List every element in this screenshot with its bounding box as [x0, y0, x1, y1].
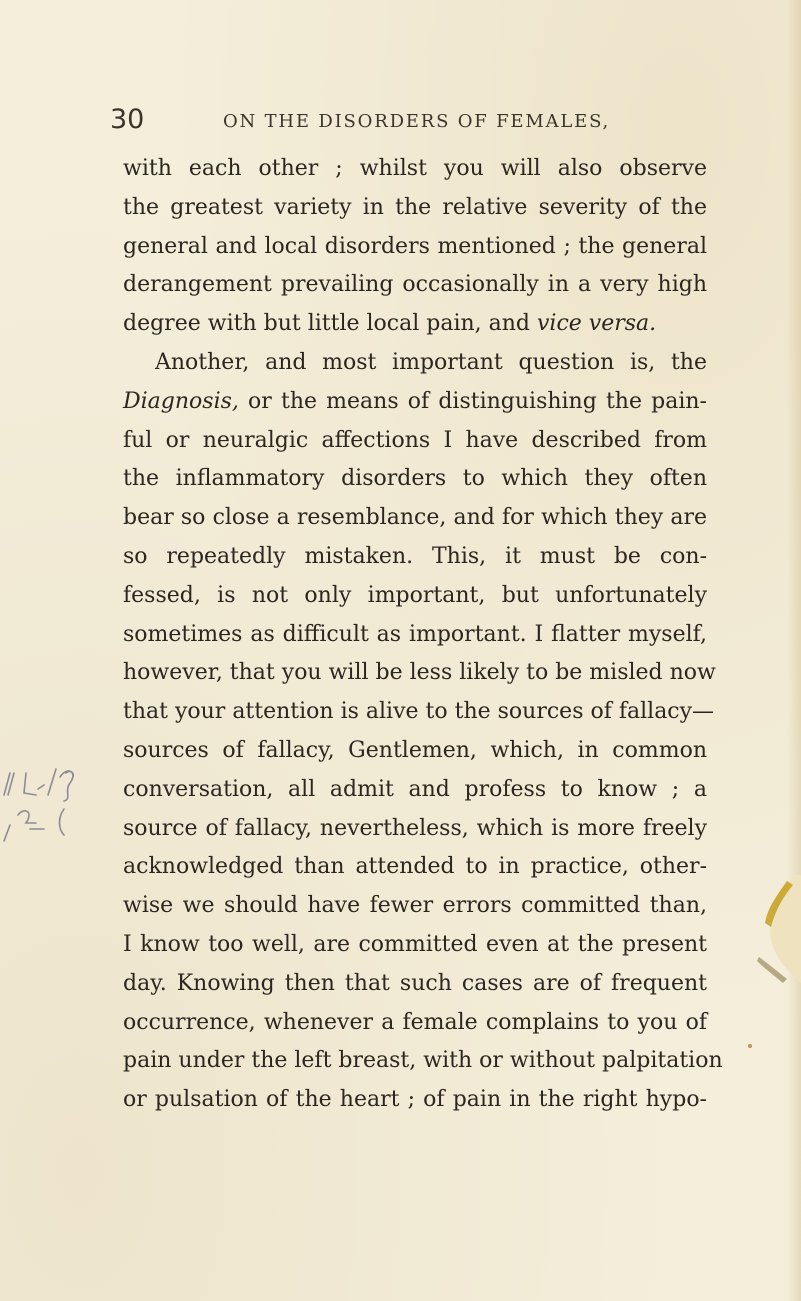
text-line [123, 616, 707, 655]
text-run: sources of fallacy, Gentlemen, which, in common [123, 737, 707, 763]
page-number: 30 [110, 104, 145, 135]
text-run: derangement prevailing occasionally in a very high [123, 272, 707, 298]
text-line [123, 577, 707, 616]
text-line [123, 189, 707, 228]
text-line [123, 654, 716, 693]
handwritten-mark-icon [0, 755, 110, 845]
text-run: with each other ; whilst you will also observe [123, 156, 707, 181]
text-line [123, 887, 707, 926]
text-run: the inflammatory disorders to which they often [123, 466, 707, 492]
text-run: however, that you will be less likely to be misled now [123, 660, 716, 686]
text-run: day. Knowing then that such cases are of frequent [123, 970, 707, 996]
text-line [123, 538, 707, 577]
text-line [123, 460, 707, 499]
text-line [123, 150, 707, 189]
yellow-tab-mark [755, 875, 801, 985]
text-line [123, 266, 707, 305]
text-run: the greatest variety in the relative severity of the [123, 194, 707, 220]
text-run: acknowledged than attended to in practice, other- [123, 854, 707, 880]
text-line [123, 344, 707, 383]
text-line [123, 1004, 707, 1043]
text-run: ful or neuralgic affections I have described from [123, 427, 707, 453]
text-run: pain under the left breast, with or without palpitation [123, 1048, 723, 1074]
text-line [123, 848, 707, 887]
text-run: source of fallacy, nevertheless, which is more freely [123, 815, 707, 841]
italic-text: Diagnosis, [123, 388, 239, 414]
text-run: Another, and most important question is, the [155, 349, 707, 375]
handwritten-margin-notes [0, 755, 110, 845]
text-run: so repeatedly mistaken. This, it must be con- [123, 543, 707, 569]
text-line [123, 810, 707, 849]
text-run: fessed, is not only important, but unfortunately [123, 582, 707, 608]
text-line [123, 771, 707, 810]
text-line [123, 305, 707, 344]
paper-speck [748, 1044, 752, 1048]
text-run: or pulsation of the heart ; of pain in the right hypo- [123, 1087, 707, 1113]
text-line [123, 732, 707, 771]
page-edge-shadow [787, 0, 801, 1301]
text-run: that your attention is alive to the sources of fallacy— [123, 699, 715, 725]
body-text [123, 150, 723, 1120]
text-line [123, 499, 707, 538]
text-run: conversation, all admit and profess to know ; a [123, 776, 707, 802]
text-line [123, 926, 707, 965]
text-line [123, 383, 707, 422]
text-run: or the means of distinguishing the pain- [238, 388, 707, 414]
text-run: wise we should have fewer errors committed than, [123, 893, 707, 919]
text-line [123, 693, 715, 732]
italic-text: vice versa. [537, 311, 657, 337]
text-line [123, 422, 707, 461]
text-line [123, 965, 707, 1004]
page-tab-icon [755, 875, 801, 985]
text-run: bear so close a resemblance, and for which they are [123, 505, 707, 531]
text-line [123, 1042, 723, 1081]
text-line [123, 1081, 707, 1120]
text-run: sometimes as difficult as important. I flatter myself, [123, 621, 707, 647]
running-head: ON THE DISORDERS OF FEMALES, [223, 111, 611, 132]
text-run: general and local disorders mentioned ; the general [123, 233, 707, 259]
text-line [123, 228, 707, 267]
text-run: I know too well, are committed even at the present [123, 931, 707, 957]
text-run: degree with but little local pain, and [123, 311, 537, 337]
text-run: occurrence, whenever a female complains to you of [123, 1009, 707, 1035]
page-header [110, 104, 630, 144]
